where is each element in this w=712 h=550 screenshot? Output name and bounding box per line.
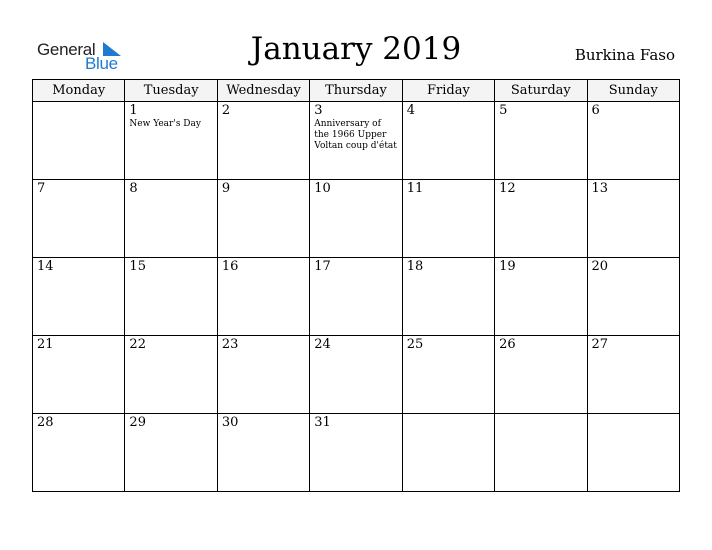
day-cell	[310, 102, 402, 180]
day-number: 7	[37, 181, 46, 196]
day-cell	[125, 102, 217, 180]
day-cell	[310, 414, 402, 492]
week-row	[33, 258, 680, 336]
day-number: 25	[406, 337, 424, 352]
day-cell	[402, 414, 494, 492]
day-cell	[33, 258, 125, 336]
holiday-label: Anniversary of the 1966 Upper Voltan coup d'état	[314, 119, 397, 151]
day-number: 31	[314, 415, 331, 430]
day-cell	[402, 180, 494, 258]
day-number: 18	[406, 259, 424, 274]
day-number: 29	[129, 415, 146, 430]
day-cell	[125, 258, 217, 336]
day-cell	[495, 102, 587, 180]
day-cell	[33, 102, 125, 180]
day-cell	[33, 180, 125, 258]
day-cell	[217, 336, 309, 414]
day-number: 3	[314, 103, 323, 118]
day-cell	[33, 414, 125, 492]
day-number: 1	[129, 103, 138, 118]
day-cell	[495, 336, 587, 414]
logo-word-general: General	[37, 40, 96, 59]
month-title: January 2019	[250, 31, 462, 67]
weekday-header: Thursday	[310, 80, 402, 102]
weekday-header: Friday	[402, 80, 494, 102]
weekday-header: Saturday	[495, 80, 587, 102]
day-number: 19	[499, 259, 516, 274]
weekday-header: Tuesday	[125, 80, 217, 102]
day-number: 23	[221, 337, 239, 352]
week-row	[33, 414, 680, 492]
day-cell	[587, 258, 679, 336]
day-cell	[217, 102, 309, 180]
day-number: 14	[37, 259, 54, 274]
day-cell	[495, 258, 587, 336]
day-number: 30	[221, 415, 239, 430]
day-number: 27	[591, 337, 609, 352]
day-number: 11	[406, 181, 424, 196]
day-number: 15	[129, 259, 146, 274]
week-row	[33, 102, 680, 180]
day-cell	[402, 336, 494, 414]
day-cell	[587, 336, 679, 414]
day-cell	[495, 180, 587, 258]
holiday-label: New Year's Day	[129, 119, 201, 129]
day-number: 12	[499, 181, 516, 196]
day-number: 26	[499, 337, 516, 352]
day-cell	[310, 336, 402, 414]
day-number: 13	[591, 181, 609, 196]
day-cell	[587, 414, 679, 492]
day-cell	[125, 336, 217, 414]
weekday-header: Wednesday	[217, 80, 309, 102]
day-number: 6	[591, 103, 600, 118]
day-cell	[217, 180, 309, 258]
week-row	[33, 336, 680, 414]
day-cell	[310, 258, 402, 336]
week-row	[33, 180, 680, 258]
day-number: 20	[591, 259, 609, 274]
day-number: 28	[37, 415, 54, 430]
day-cell	[587, 102, 679, 180]
weekday-header: Monday	[33, 80, 125, 102]
day-cell	[125, 414, 217, 492]
day-number: 17	[314, 259, 331, 274]
day-number: 4	[406, 103, 415, 118]
day-number: 22	[129, 337, 146, 352]
day-number: 5	[499, 103, 508, 118]
weekday-header-row	[33, 80, 680, 102]
day-number: 10	[314, 181, 331, 196]
day-number: 16	[221, 259, 239, 274]
day-number: 21	[37, 337, 54, 352]
weekday-header: Sunday	[587, 80, 679, 102]
day-number: 8	[129, 181, 138, 196]
day-number: 9	[221, 181, 231, 196]
country-name: Burkina Faso	[574, 46, 675, 64]
day-cell	[402, 102, 494, 180]
day-cell	[33, 336, 125, 414]
day-cell	[217, 258, 309, 336]
day-number: 2	[221, 103, 231, 118]
calendar-grid	[32, 79, 680, 492]
day-cell	[495, 414, 587, 492]
day-cell	[402, 258, 494, 336]
day-number: 24	[314, 337, 331, 352]
day-cell	[310, 180, 402, 258]
day-cell	[587, 180, 679, 258]
day-cell	[217, 414, 309, 492]
logo-word-blue: Blue	[85, 54, 118, 73]
day-cell	[125, 180, 217, 258]
